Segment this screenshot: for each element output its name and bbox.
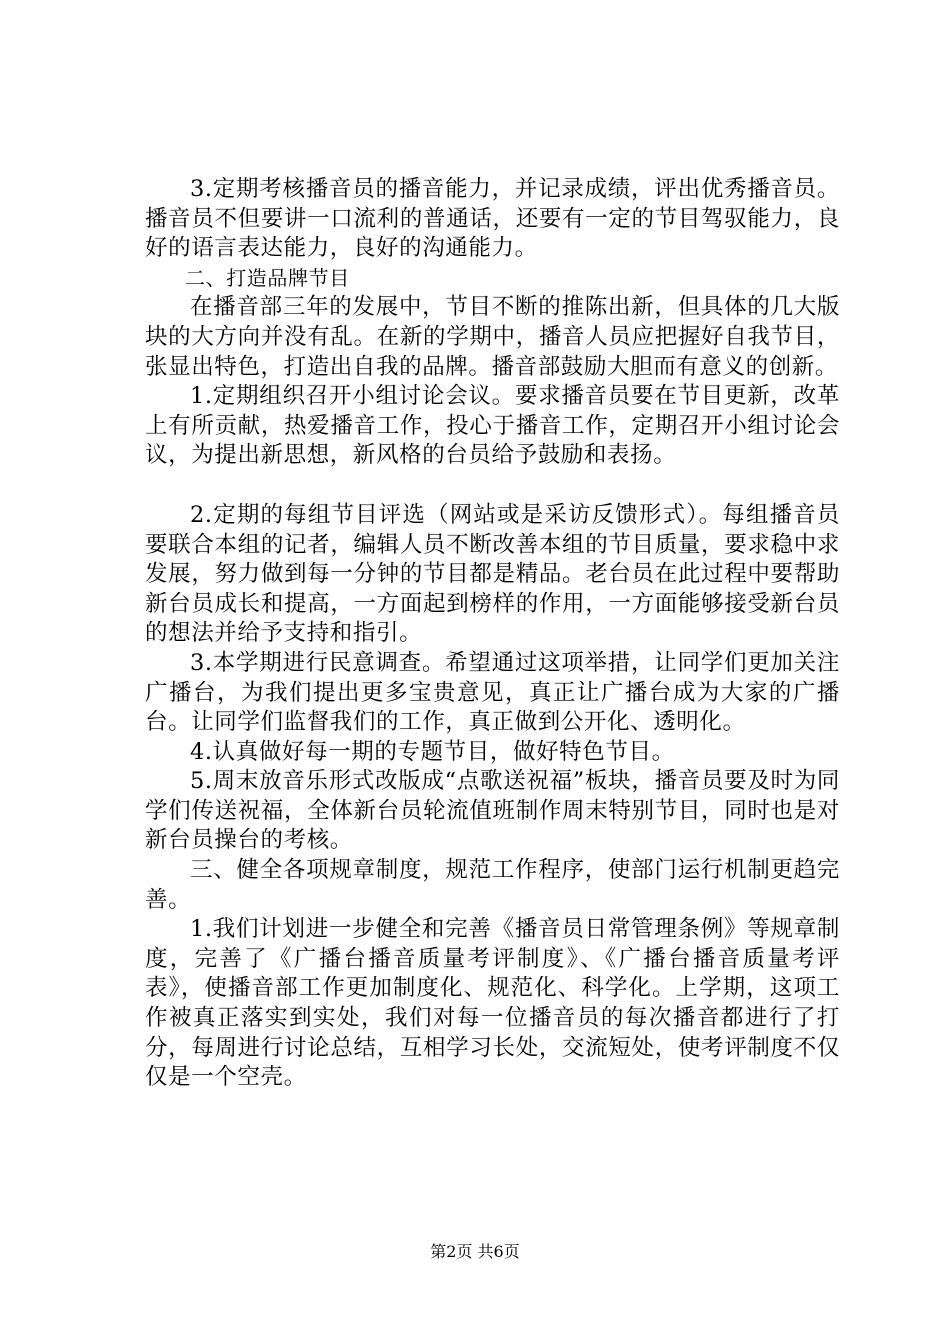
paragraph-special-programs: 4.认真做好每一期的专题节目，做好特色节目。: [190, 738, 675, 765]
paragraph-management-rules: 1.我们计划进一步健全和完善《播音员日常管理条例》等规章制度，完善了《广播台播音质量考评制度》、《广播台播音质量考评表》，使播音部工作更加制度化、规范化、科学化。上学期，这项工作被真正落实到实处，我们对每一位播音员的每次播音都进行了打分，每周进行讨论总结，互相学习长处，交流短处，使考评制度不仅仅是一个空壳。: [145, 916, 840, 1091]
paragraph-gap: [145, 471, 840, 501]
document-body: [145, 175, 840, 1093]
paragraph-assessment: 3.定期考核播音员的播音能力，并记录成绩，评出优秀播音员。播音员不但要讲一口流利的普通话，还要有一定的节目驾驭能力，良好的语言表达能力，良好的沟通能力。: [145, 176, 840, 262]
page-number-footer: 第2页 共6页: [430, 1242, 520, 1261]
paragraph-weekend-music: 5.周末放音乐形式改版成“点歌送祝福”板块，播音员要及时为同学们传送祝福，全体新台员轮流值班制作周末特别节目，同时也是对新台员操台的考核。: [145, 768, 840, 854]
paragraph-group-meetings: 1.定期组织召开小组讨论会议。要求播音员要在节目更新，改革上有所贡献，热爱播音工作，投心于播音工作，定期召开小组讨论会议，为提出新思想，新风格的台员给予鼓励和表扬。: [145, 383, 840, 469]
paragraph-brand-intro: 在播音部三年的发展中，节目不断的推陈出新，但具体的几大版块的大方向并没有乱。在新的学期中，播音人员应把握好自我节目，张显出特色，打造出自我的品牌。播音部鼓励大胆而有意义的创新。: [145, 294, 840, 380]
paragraph-program-selection: 2.定期的每组节目评选（网站或是采访反馈形式）。每组播音员要联合本组的记者，编辑人员不断改善本组的节目质量，要求稳中求发展，努力做到每一分钟的节目都是精品。老台员在此过程中要帮助新台员成长和提高，一方面起到榜样的作用，一方面能够接受新台员的想法并给予支持和指引。: [145, 501, 840, 647]
section-heading-brand-programs: 二、打造品牌节目: [185, 265, 350, 290]
section-heading-rules: 三、健全各项规章制度，规范工作程序，使部门运行机制更趋完善。: [145, 857, 840, 913]
paragraph-survey: 3.本学期进行民意调查。希望通过这项举措，让同学们更加关注广播台，为我们提出更多宝贵意见，真正让广播台成为大家的广播台。让同学们监督我们的工作，真正做到公开化、透明化。: [145, 649, 840, 736]
